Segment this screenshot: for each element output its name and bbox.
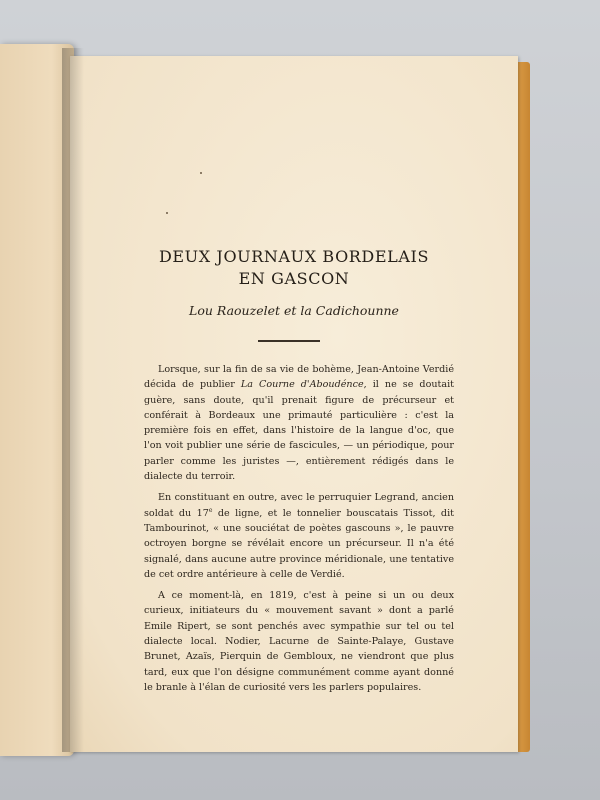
article-subtitle: Lou Raouzelet et la Cadichounne [189,303,399,318]
paper-speck [200,172,202,174]
paragraph-2-text-b: de ligne, et le tonnelier bouscatais Tissot, dit Tambourinot, « une souciétat de poètes gascouns », le pauvre octroyen borgne se révélait encore un précurseur. Il n'a été signalé, dans aucune autre province méridionale, une tentative de cet ordre antérieure à celle de Verdié. [144,507,454,580]
paragraph-3 [144,588,454,695]
title-divider [258,340,320,342]
paragraph-1-text-b: , il ne se doutait guère, sans doute, qu'il prenait figure de précurseur et conférait à Bordeaux une primauté particulière : c'est la première fois en effet, dans l'histoire de la langue d'oc, que l'on voit publier une série de fascicules, — un périodique, pour parler comme les juristes —, entièrement rédigés dans le dialecte du terroir. [144,379,455,483]
paragraph-1-title-italic: La Courne d'Aboudénce [240,379,364,391]
paragraph-2 [144,490,454,582]
article-title-line-1: DEUX JOURNAUX BORDELAIS [158,247,430,266]
paragraph-2-superscript: e [208,506,213,514]
paragraph-1-text-a: Lorsque, sur la fin de sa vie de bohème, Jean-Antoine Verdié décida de publier [144,364,454,391]
article-title-line-2: EN GASCON [238,269,350,288]
paper-speck [166,212,168,214]
article-body [144,362,454,701]
paragraph-3-text: A ce moment-là, en 1819, c'est à peine si un ou deux curieux, initiateurs du « mouvement savant » dont a parlé Emile Ripert, se sont penchés avec sympathie sur tel ou tel dialecte local. Nodier, Lacurne de Sainte-Palaye, Gustave Brunet, Azaïs, Pierquin de Gembloux, ne viendront que plus tard, eux que l'on désigne communément comme ayant donné le branle à l'élan de curiosité vers les parlers populaires. [144,590,454,693]
paragraph-1 [144,362,454,484]
paragraph-2-text-a: En constituant en outre, avec le perruquier Legrand, ancien soldat du 17 [144,492,454,519]
document-page [70,56,518,752]
book-gutter-shadow [62,48,84,752]
